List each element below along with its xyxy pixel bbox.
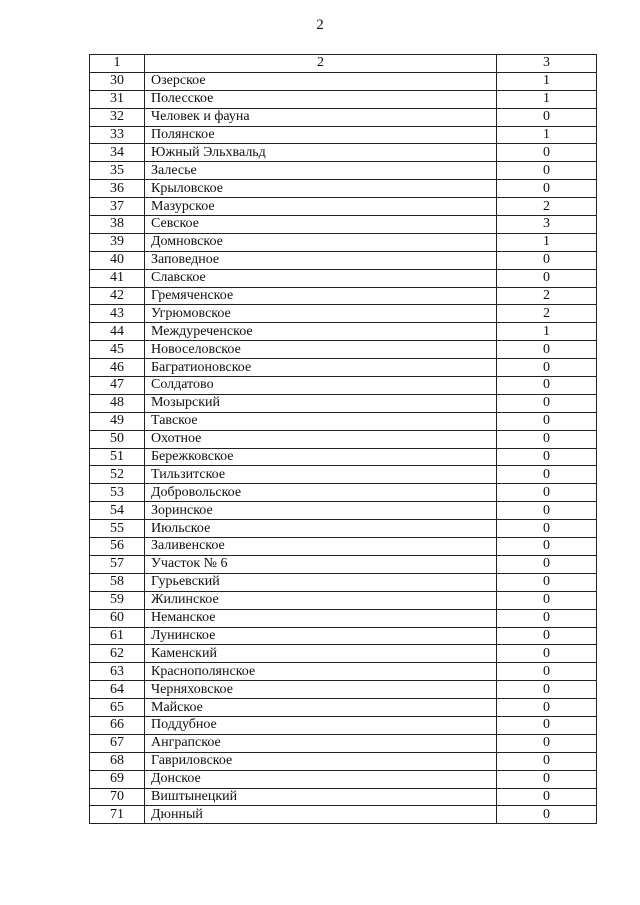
row-name-cell: Участок № 6 (145, 555, 497, 573)
row-number-cell: 50 (90, 430, 145, 448)
row-name-cell: Заповедное (145, 251, 497, 269)
row-value-cell: 1 (497, 233, 597, 251)
table-row (90, 341, 597, 359)
table-row (90, 216, 597, 234)
row-name-cell: Междуреченское (145, 323, 497, 341)
row-value-cell: 0 (497, 394, 597, 412)
table-row (90, 502, 597, 520)
row-name-cell: Крыловское (145, 180, 497, 198)
table-row (90, 359, 597, 377)
table-row (90, 681, 597, 699)
row-number-cell: 65 (90, 699, 145, 717)
row-value-cell: 0 (497, 555, 597, 573)
row-number-cell: 36 (90, 180, 145, 198)
row-value-cell: 0 (497, 609, 597, 627)
table-row (90, 144, 597, 162)
table-row (90, 806, 597, 824)
row-number-cell: 32 (90, 108, 145, 126)
table-row (90, 448, 597, 466)
table-row (90, 412, 597, 430)
row-name-cell: Каменский (145, 645, 497, 663)
page-number: 2 (316, 17, 324, 33)
row-number-cell: 59 (90, 591, 145, 609)
row-value-cell: 0 (497, 412, 597, 430)
row-value-cell: 0 (497, 538, 597, 556)
row-number-cell: 31 (90, 90, 145, 108)
row-value-cell: 0 (497, 359, 597, 377)
row-value-cell: 0 (497, 591, 597, 609)
row-value-cell: 0 (497, 520, 597, 538)
table-row (90, 716, 597, 734)
table-row (90, 734, 597, 752)
table-row (90, 466, 597, 484)
table-row (90, 573, 597, 591)
table-row (90, 180, 597, 198)
data-table (89, 54, 597, 824)
row-number-cell: 39 (90, 233, 145, 251)
row-value-cell: 0 (497, 269, 597, 287)
row-name-cell: Полесское (145, 90, 497, 108)
row-number-cell: 45 (90, 341, 145, 359)
row-value-cell: 1 (497, 90, 597, 108)
table-row (90, 609, 597, 627)
row-name-cell: Заливенское (145, 538, 497, 556)
row-value-cell: 0 (497, 663, 597, 681)
row-number-cell: 64 (90, 681, 145, 699)
table-row (90, 269, 597, 287)
row-number-cell: 58 (90, 573, 145, 591)
row-number-cell: 63 (90, 663, 145, 681)
table-row (90, 520, 597, 538)
row-number-cell: 70 (90, 788, 145, 806)
row-name-cell: Поддубное (145, 716, 497, 734)
row-name-cell: Охотное (145, 430, 497, 448)
row-name-cell: Майское (145, 699, 497, 717)
table-row (90, 377, 597, 395)
row-number-cell: 44 (90, 323, 145, 341)
table-row (90, 233, 597, 251)
row-name-cell: Дюнный (145, 806, 497, 824)
table-row (90, 484, 597, 502)
row-value-cell: 0 (497, 251, 597, 269)
column-header-2: 2 (145, 55, 497, 73)
row-name-cell: Полянское (145, 126, 497, 144)
table-row (90, 126, 597, 144)
row-value-cell: 0 (497, 180, 597, 198)
row-name-cell: Славское (145, 269, 497, 287)
row-name-cell: Добровольское (145, 484, 497, 502)
row-name-cell: Донское (145, 770, 497, 788)
row-value-cell: 2 (497, 287, 597, 305)
row-number-cell: 67 (90, 734, 145, 752)
row-number-cell: 42 (90, 287, 145, 305)
table-row (90, 305, 597, 323)
row-value-cell: 0 (497, 108, 597, 126)
row-value-cell: 0 (497, 430, 597, 448)
table-row (90, 663, 597, 681)
row-number-cell: 60 (90, 609, 145, 627)
table-row (90, 323, 597, 341)
row-number-cell: 53 (90, 484, 145, 502)
row-name-cell: Тавское (145, 412, 497, 430)
row-value-cell: 1 (497, 323, 597, 341)
row-value-cell: 0 (497, 448, 597, 466)
table-row (90, 752, 597, 770)
row-number-cell: 66 (90, 716, 145, 734)
row-number-cell: 43 (90, 305, 145, 323)
row-number-cell: 62 (90, 645, 145, 663)
table-row (90, 430, 597, 448)
table-row (90, 251, 597, 269)
row-number-cell: 55 (90, 520, 145, 538)
row-number-cell: 37 (90, 198, 145, 216)
row-name-cell: Жилинское (145, 591, 497, 609)
row-value-cell: 0 (497, 770, 597, 788)
row-name-cell: Тильзитское (145, 466, 497, 484)
row-name-cell: Гавриловское (145, 752, 497, 770)
table-row (90, 108, 597, 126)
row-number-cell: 46 (90, 359, 145, 377)
table-row (90, 627, 597, 645)
row-name-cell: Неманское (145, 609, 497, 627)
row-name-cell: Солдатово (145, 377, 497, 395)
row-name-cell: Гремяченское (145, 287, 497, 305)
row-name-cell: Новоселовское (145, 341, 497, 359)
row-number-cell: 49 (90, 412, 145, 430)
row-value-cell: 0 (497, 752, 597, 770)
row-name-cell: Человек и фауна (145, 108, 497, 126)
row-name-cell: Виштынецкий (145, 788, 497, 806)
table-row (90, 770, 597, 788)
row-number-cell: 51 (90, 448, 145, 466)
row-value-cell: 0 (497, 788, 597, 806)
row-number-cell: 33 (90, 126, 145, 144)
row-name-cell: Зоринское (145, 502, 497, 520)
row-number-cell: 57 (90, 555, 145, 573)
row-name-cell: Залесье (145, 162, 497, 180)
table-header-row (90, 55, 597, 73)
table-body (90, 55, 597, 824)
column-header-3: 3 (497, 55, 597, 73)
row-name-cell: Мозырский (145, 394, 497, 412)
row-number-cell: 34 (90, 144, 145, 162)
row-value-cell: 0 (497, 806, 597, 824)
table-row (90, 699, 597, 717)
row-number-cell: 35 (90, 162, 145, 180)
row-number-cell: 56 (90, 538, 145, 556)
row-name-cell: Угрюмовское (145, 305, 497, 323)
row-value-cell: 2 (497, 198, 597, 216)
row-name-cell: Домновское (145, 233, 497, 251)
row-number-cell: 48 (90, 394, 145, 412)
row-name-cell: Гурьевский (145, 573, 497, 591)
row-value-cell: 0 (497, 734, 597, 752)
row-value-cell: 1 (497, 126, 597, 144)
table-row (90, 198, 597, 216)
row-number-cell: 41 (90, 269, 145, 287)
row-name-cell: Озерское (145, 72, 497, 90)
column-header-1: 1 (90, 55, 145, 73)
row-name-cell: Севское (145, 216, 497, 234)
row-name-cell: Южный Эльхвальд (145, 144, 497, 162)
row-value-cell: 0 (497, 341, 597, 359)
table-row (90, 591, 597, 609)
row-value-cell: 3 (497, 216, 597, 234)
row-value-cell: 0 (497, 484, 597, 502)
row-value-cell: 0 (497, 699, 597, 717)
table-row (90, 538, 597, 556)
row-name-cell: Багратионовское (145, 359, 497, 377)
row-name-cell: Лунинское (145, 627, 497, 645)
row-name-cell: Бережковское (145, 448, 497, 466)
row-value-cell: 1 (497, 72, 597, 90)
row-number-cell: 30 (90, 72, 145, 90)
row-number-cell: 68 (90, 752, 145, 770)
row-name-cell: Краснополянское (145, 663, 497, 681)
row-value-cell: 0 (497, 144, 597, 162)
table-row (90, 90, 597, 108)
row-value-cell: 0 (497, 502, 597, 520)
row-name-cell: Черняховское (145, 681, 497, 699)
table-row (90, 788, 597, 806)
row-name-cell: Ангрaпское (145, 734, 497, 752)
row-number-cell: 38 (90, 216, 145, 234)
row-name-cell: Мазурское (145, 198, 497, 216)
row-value-cell: 0 (497, 162, 597, 180)
row-number-cell: 40 (90, 251, 145, 269)
row-number-cell: 61 (90, 627, 145, 645)
table-row (90, 162, 597, 180)
row-number-cell: 47 (90, 377, 145, 395)
table-row (90, 394, 597, 412)
row-number-cell: 54 (90, 502, 145, 520)
row-value-cell: 0 (497, 377, 597, 395)
row-number-cell: 52 (90, 466, 145, 484)
table-row (90, 555, 597, 573)
table-row (90, 287, 597, 305)
table-row (90, 72, 597, 90)
row-number-cell: 69 (90, 770, 145, 788)
row-value-cell: 2 (497, 305, 597, 323)
row-value-cell: 0 (497, 681, 597, 699)
row-value-cell: 0 (497, 466, 597, 484)
row-value-cell: 0 (497, 645, 597, 663)
row-value-cell: 0 (497, 716, 597, 734)
row-name-cell: Июльское (145, 520, 497, 538)
row-value-cell: 0 (497, 573, 597, 591)
row-number-cell: 71 (90, 806, 145, 824)
table-row (90, 645, 597, 663)
row-value-cell: 0 (497, 627, 597, 645)
